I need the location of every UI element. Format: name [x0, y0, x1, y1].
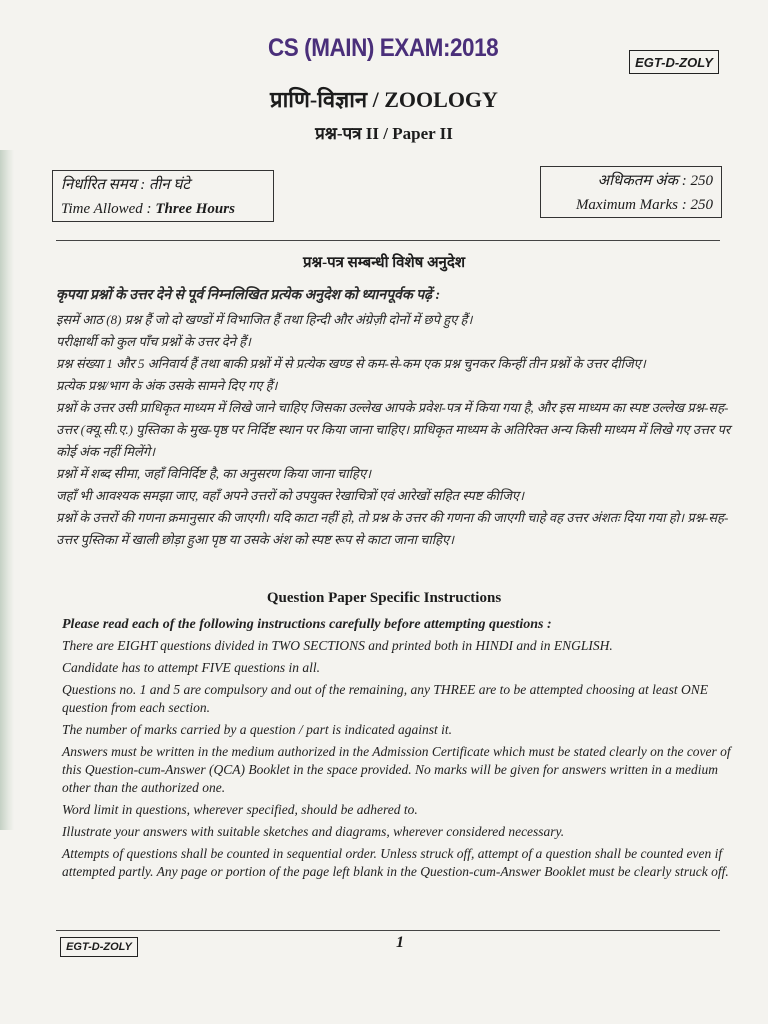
english-instruction: The number of marks carried by a question / part is indicated against it.	[62, 722, 452, 737]
time-english	[61, 197, 265, 221]
english-instruction: Answers must be written in the medium authorized in the Admission Certificate which must be stated clearly on the cover of this Question-cum-Answer (QCA) Booklet in the space provided. No marks will be given for answers written in a medium other than the authorized one.	[62, 744, 731, 795]
time-allowed-box	[52, 170, 274, 222]
english-lead: Please read each of the following instructions carefully before attempting questions :	[62, 617, 552, 632]
marks-hindi: अधिकतम अंक : 250	[597, 173, 713, 189]
english-instructions-heading: Question Paper Specific Instructions	[266, 590, 502, 606]
paper-title: प्रश्न-पत्र II / Paper II	[315, 124, 453, 143]
hindi-instruction: प्रश्नों के उत्तरों की गणना क्रमानुसार की जाएगी। यदि काटा नहीं हो, तो प्रश्न के उत्तर की गणना की जाएगी चाहे वह उत्तर अंशतः दिया गया हो। प्रश्न-सह-उत्तर पुस्तिका में खाली छोड़ा हुआ पृष्ठ या उसके अंश को स्पष्ट रूप से काटा जाना चाहिए।	[56, 510, 729, 547]
english-instruction: Word limit in questions, wherever specified, should be adhered to.	[62, 802, 418, 817]
hindi-lead: कृपया प्रश्नों के उत्तर देने से पूर्व निम्नलिखित प्रत्येक अनुदेश को ध्यानपूर्वक पढ़ें :	[56, 288, 441, 303]
marks-english: Maximum Marks : 250	[575, 197, 713, 213]
time-value: Three Hours	[155, 201, 235, 217]
subject-title: प्राणि-विज्ञान / ZOOLOGY	[270, 87, 498, 112]
english-instruction: Attempts of questions shall be counted in sequential order. Unless struck off, attempt of a question shall be counted even if attempted partly. Any page or portion of the page left blank in the Question-cum-Answer Booklet must be clearly struck off.	[62, 846, 729, 879]
english-instruction: Questions no. 1 and 5 are compulsory and out of the remaining, any THREE are to be attempted choosing at least ONE question from each section.	[62, 682, 709, 715]
english-instruction: There are EIGHT questions divided in TWO SECTIONS and printed both in HINDI and in ENGLISH.	[62, 638, 613, 653]
exam-title-stamp: CS (MAIN) EXAM:2018	[268, 34, 499, 62]
divider-bottom	[56, 930, 720, 931]
hindi-instruction: इसमें आठ (8) प्रश्न हैं जो दो खण्डों में विभाजित हैं तथा हिन्दी और अंग्रेज़ी दोनों में छपे हुए हैं।	[56, 312, 473, 327]
footer-paper-code: EGT-D-ZOLY	[60, 937, 138, 957]
hindi-instructions	[56, 285, 732, 551]
english-instruction: Illustrate your answers with suitable sketches and diagrams, wherever considered necessary.	[62, 824, 565, 839]
hindi-instruction: प्रश्नों के उत्तर उसी प्राधिकृत माध्यम में लिखे जाने चाहिए जिसका उल्लेख आपके प्रवेश-पत्र में किया गया है, और इस माध्यम का स्पष्ट उल्लेख प्रश्न-सह-उत्तर (क्यू.सी.ए.) पुस्तिका के मुख-पृष्ठ पर निर्दिष्ट स्थान पर किया जाना चाहिए। प्राधिकृत माध्यम के अतिरिक्त अन्य किसी माध्यम में लिखे गए उत्तर पर कोई अंक नहीं मिलेंगे।	[56, 400, 731, 459]
english-instructions	[62, 616, 734, 885]
time-hindi: निर्धारित समय : तीन घंटे	[61, 177, 190, 193]
page-number: 1	[396, 934, 404, 951]
hindi-instructions-heading: प्रश्न-पत्र सम्बन्धी विशेष अनुदेश	[302, 255, 466, 271]
time-label: Time Allowed :	[61, 201, 156, 217]
divider-top	[56, 240, 720, 241]
hindi-instruction: प्रत्येक प्रश्न/भाग के अंक उसके सामने दिए गए हैं।	[56, 378, 278, 393]
hindi-instruction: परीक्षार्थी को कुल पाँच प्रश्नों के उत्तर देने हैं।	[56, 334, 251, 349]
hindi-instruction: प्रश्न संख्या 1 और 5 अनिवार्य हैं तथा बाकी प्रश्नों में से प्रत्येक खण्ड से कम-से-कम एक प्रश्न चुनकर किन्हीं तीन प्रश्नों के उत्तर दीजिए।	[56, 356, 646, 371]
maximum-marks-box	[540, 166, 722, 218]
hindi-instruction: प्रश्नों में शब्द सीमा, जहाँ विनिर्दिष्ट है, का अनुसरण किया जाना चाहिए।	[56, 466, 372, 481]
hindi-instruction: जहाँ भी आवश्यक समझा जाए, वहाँ अपने उत्तरों को उपयुक्त रेखाचित्रों एवं आरेखों सहित स्पष्ट कीजिए।	[56, 488, 525, 503]
paper-code-box: EGT-D-ZOLY	[629, 50, 719, 74]
english-instruction: Candidate has to attempt FIVE questions in all.	[62, 660, 320, 675]
